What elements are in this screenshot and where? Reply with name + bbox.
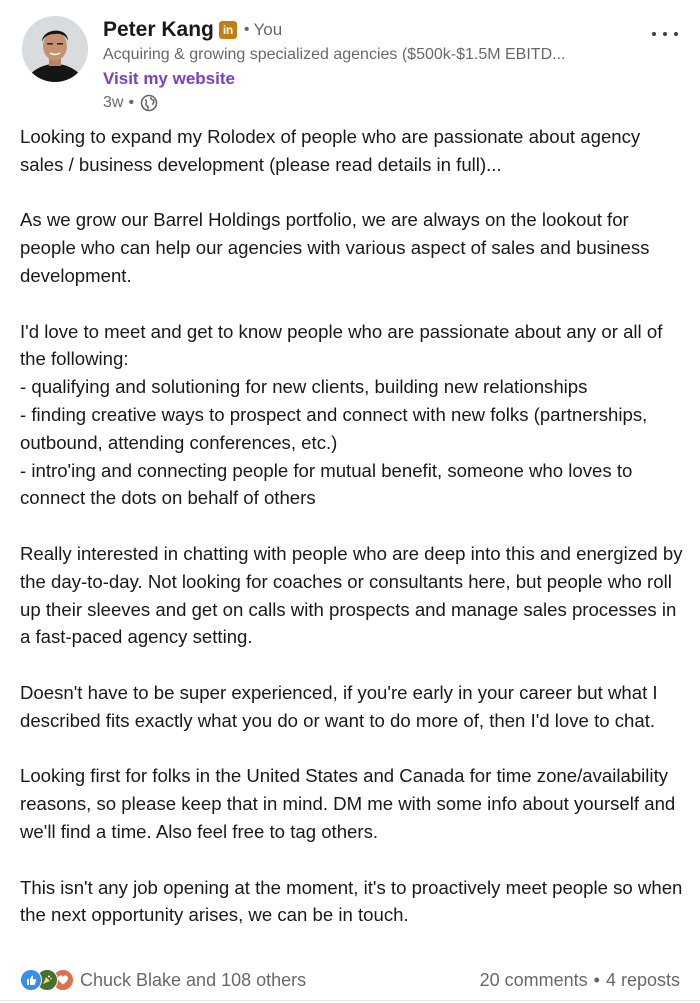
reactions-summary[interactable] — [20, 969, 306, 991]
separator-dot: • — [593, 969, 600, 990]
comments-count[interactable]: 20 comments — [479, 969, 588, 990]
post-paragraph: This isn't any job opening at the moment, it's to proactively meet people so when the next opportunity arises, we can be in touch. — [20, 876, 683, 926]
author-name-row — [103, 14, 640, 46]
more-options-icon[interactable] — [652, 24, 678, 44]
post-paragraph: Doesn't have to be super experienced, if you're early in your career but what I described fits exactly what you do or want to do more of, then I'd love to chat. — [20, 681, 658, 731]
post-paragraph: Really interested in chatting with people who are deep into this and energized by the day-to-day. Not looking for coaches or consultants here, but people who roll up their sleeves and get on calls with prospects and manage sales processes in a fast-paced agency setting. — [20, 542, 683, 648]
post-list-item: - qualifying and solutioning for new clients, building new relationships — [20, 376, 588, 398]
linkedin-premium-icon: in — [219, 21, 237, 39]
social-counts-bar — [20, 966, 680, 994]
post-body — [20, 123, 688, 929]
post-paragraph: Looking to expand my Rolodex of people who are passionate about agency sales / business development (please read details in full)... — [20, 126, 641, 175]
post-time: 3w — [103, 94, 124, 111]
author-meta — [103, 14, 640, 115]
engagement-stats — [480, 970, 680, 991]
post-paragraph: Looking first for folks in the United States and Canada for time zone/availability reasons, so please keep that in mind. DM me with some info about yourself and we'll find a time. Also feel free to tag others. — [20, 765, 676, 842]
post-header — [22, 14, 700, 114]
separator-dot: • — [128, 94, 135, 111]
author-name[interactable]: Peter Kang — [103, 18, 214, 41]
separator-dot: • — [243, 21, 250, 38]
visit-website-link[interactable]: Visit my website — [103, 69, 235, 88]
globe-icon — [140, 94, 158, 112]
post-timestamp-row — [103, 91, 640, 115]
post-paragraph: I'd love to meet and get to know people who are passionate about any or all of the following: — [20, 320, 663, 370]
avatar-photo — [22, 16, 88, 82]
reactions-count[interactable]: Chuck Blake and 108 others — [80, 969, 307, 990]
reaction-icons — [20, 969, 74, 991]
post-list-item: - finding creative ways to prospect and connect with new folks (partnerships, outbound, attending conferences, etc.) — [20, 403, 648, 453]
post-list-item: - intro'ing and connecting people for mutual benefit, someone who loves to connect the dots on behalf of others — [20, 459, 633, 509]
post-paragraph: As we grow our Barrel Holdings portfolio, we are always on the lookout for people who can help our agencies with various aspect of sales and business development. — [20, 209, 650, 286]
author-headline: Acquiring & growing specialized agencies ($500k-$1.5M EBITD... — [103, 46, 566, 63]
connection-degree: You — [253, 20, 283, 39]
divider — [0, 1000, 700, 1001]
like-icon — [20, 969, 42, 991]
avatar[interactable] — [22, 16, 88, 82]
reposts-count[interactable]: 4 reposts — [605, 969, 680, 990]
